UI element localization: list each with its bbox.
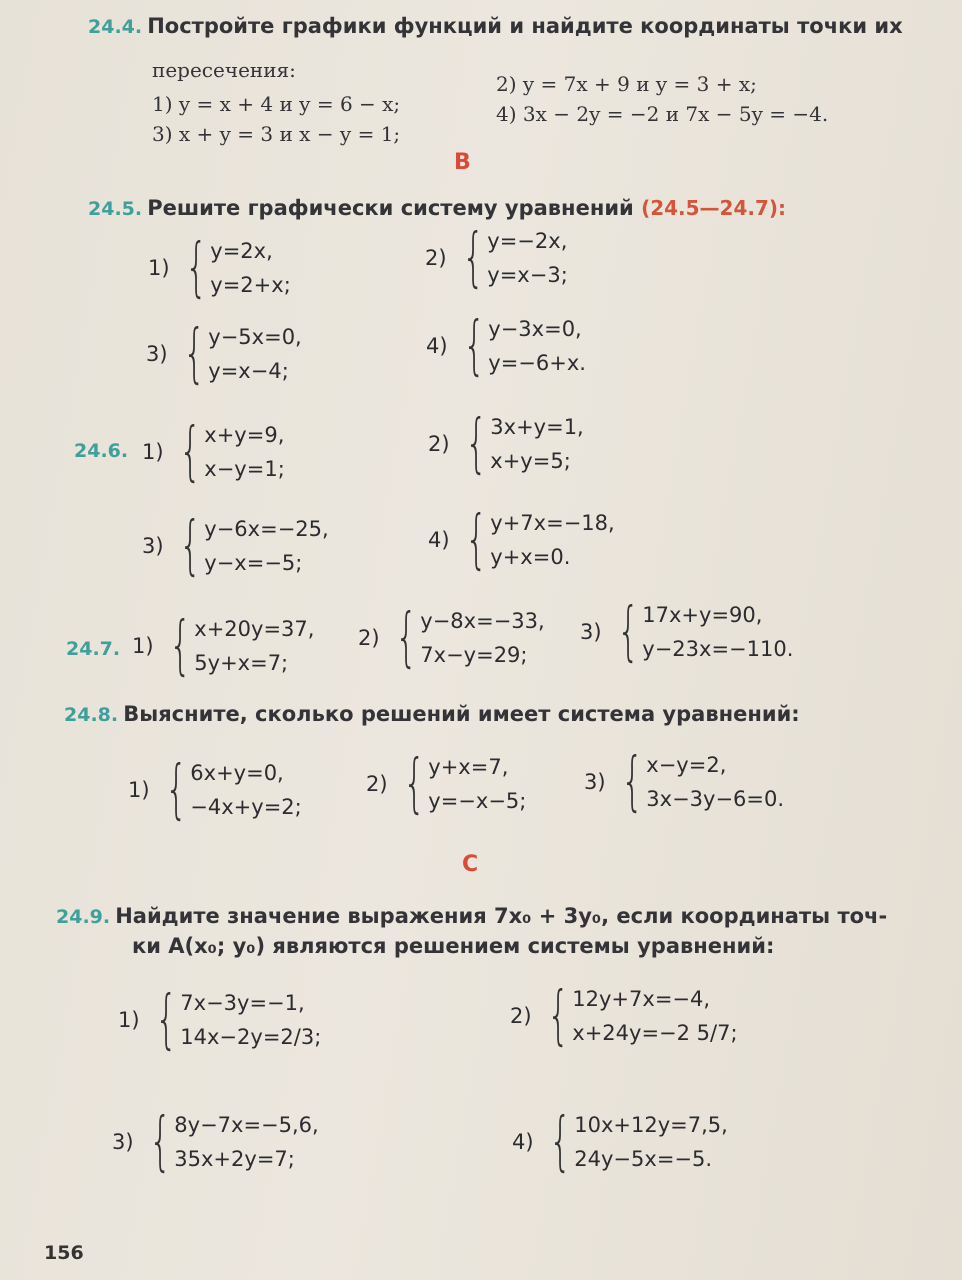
system-24-9-2 <box>510 979 738 1053</box>
equation: x+y=9, <box>204 423 285 447</box>
brace: { <box>184 231 208 305</box>
equation: y=x−4; <box>208 359 289 383</box>
system-24-7-2 <box>358 601 545 675</box>
system-label: 1) <box>132 634 154 658</box>
system-label: 1) <box>142 440 164 464</box>
system-label: 3) <box>580 620 602 644</box>
task-text: Найдите значение выражения 7x₀ + 3y₀, если координаты точ- <box>115 904 888 928</box>
level-b-heading: B <box>454 150 471 175</box>
brace: { <box>394 601 418 675</box>
equation: x+20y=37, <box>194 617 315 641</box>
system-24-5-3 <box>146 317 302 391</box>
item-2: 2) y = 7x + 9 и y = 3 + x; <box>496 72 757 96</box>
equation: y−6x=−25, <box>204 517 329 541</box>
equation: y+7x=−18, <box>490 511 615 535</box>
equation: 14x−2y=2/3; <box>180 1025 322 1049</box>
equation: 5y+x=7; <box>194 651 289 675</box>
system-24-6-3 <box>142 509 329 583</box>
equation: y−23x=−110. <box>642 637 794 661</box>
equation: 17x+y=90, <box>642 603 763 627</box>
task-24-9-header <box>56 904 887 928</box>
brace: { <box>148 1105 172 1179</box>
task-number: 24.5. <box>88 198 143 220</box>
equation: y=−6+x. <box>488 351 586 375</box>
system-label: 2) <box>510 1004 532 1028</box>
equation: y=2x, <box>210 239 273 263</box>
equation: x−y=2, <box>646 753 727 777</box>
system-label: 4) <box>512 1130 534 1154</box>
equation: y+x=0. <box>490 545 571 569</box>
system-label: 2) <box>425 246 447 270</box>
equation: y−5x=0, <box>208 325 302 349</box>
brace: { <box>178 415 202 489</box>
brace: { <box>464 407 488 481</box>
task-range: (24.5—24.7): <box>641 196 787 220</box>
system-24-6-4 <box>428 503 615 577</box>
task-24-5-header <box>88 196 786 220</box>
system-label: 3) <box>584 770 606 794</box>
equation: 12y+7x=−4, <box>572 987 711 1011</box>
system-24-6-2 <box>428 407 584 481</box>
equation: y−3x=0, <box>488 317 582 341</box>
task-text: Выясните, сколько решений имеет система уравнений: <box>123 702 800 726</box>
system-label: 1) <box>128 778 150 802</box>
task-number: 24.9. <box>56 906 111 928</box>
system-label: 2) <box>358 626 380 650</box>
system-24-8-2 <box>366 747 527 821</box>
brace: { <box>546 979 570 1053</box>
brace: { <box>616 595 640 669</box>
brace: { <box>178 509 202 583</box>
task-text-cont: ки A(x₀; y₀) являются решением системы уравнений: <box>132 934 775 958</box>
system-label: 3) <box>142 534 164 558</box>
task-text: Постройте графики функций и найдите координаты точки их <box>147 14 903 38</box>
equation: 10x+12y=7,5, <box>574 1113 728 1137</box>
system-24-5-4 <box>426 309 586 383</box>
system-24-7-3 <box>580 595 794 669</box>
equation: y=−2x, <box>487 229 568 253</box>
system-24-5-1 <box>148 231 291 305</box>
brace: { <box>168 609 192 683</box>
equation: y=x−3; <box>487 263 568 287</box>
equation: y=2+x; <box>210 273 291 297</box>
system-24-6-1 <box>142 415 285 489</box>
system-label: 2) <box>428 432 450 456</box>
brace: { <box>154 983 178 1057</box>
task-number: 24.8. <box>64 704 119 726</box>
equation: 7x−y=29; <box>420 643 528 667</box>
equation: −4x+y=2; <box>190 795 302 819</box>
equation: 3x−3y−6=0. <box>646 787 785 811</box>
page-number: 156 <box>44 1242 84 1264</box>
system-24-8-3 <box>584 745 785 819</box>
level-c-heading: C <box>462 852 479 877</box>
task-24-8-header <box>64 702 800 726</box>
system-label: 3) <box>112 1130 134 1154</box>
brace: { <box>164 753 188 827</box>
system-24-5-2 <box>425 221 568 295</box>
brace: { <box>620 745 644 819</box>
equation: 7x−3y=−1, <box>180 991 305 1015</box>
brace: { <box>464 503 488 577</box>
brace: { <box>461 221 485 295</box>
system-label: 1) <box>148 256 170 280</box>
equation: y+x=7, <box>428 755 509 779</box>
equation: x+24y=−2 5/7; <box>572 1021 738 1045</box>
task-24-7-number: 24.7. <box>66 638 121 660</box>
item-4: 4) 3x − 2y = −2 и 7x − 5y = −4. <box>496 102 829 126</box>
brace: { <box>548 1105 572 1179</box>
brace: { <box>462 309 486 383</box>
equation: x−y=1; <box>204 457 285 481</box>
task-number: 24.4. <box>88 16 143 38</box>
system-24-8-1 <box>128 753 302 827</box>
system-label: 1) <box>118 1008 140 1032</box>
system-label: 2) <box>366 772 388 796</box>
task-24-4-header <box>88 14 903 38</box>
equation: 3x+y=1, <box>490 415 584 439</box>
equation: y−x=−5; <box>204 551 303 575</box>
equation: x+y=5; <box>490 449 571 473</box>
item-3: 3) x + y = 3 и x − y = 1; <box>152 122 401 146</box>
equation: y−8x=−33, <box>420 609 545 633</box>
equation: 6x+y=0, <box>190 761 284 785</box>
task-24-6-number: 24.6. <box>74 440 129 462</box>
task-text: Решите графически систему уравнений <box>147 196 642 220</box>
system-label: 4) <box>428 528 450 552</box>
equation: 8y−7x=−5,6, <box>174 1113 319 1137</box>
item-1: 1) y = x + 4 и y = 6 − x; <box>152 92 401 116</box>
system-24-9-4 <box>512 1105 728 1179</box>
system-24-9-1 <box>118 983 322 1057</box>
brace: { <box>182 317 206 391</box>
equation: 35x+2y=7; <box>174 1147 295 1171</box>
task-text-cont: пересечения: <box>152 58 296 82</box>
system-24-7-1 <box>132 609 315 683</box>
equation: 24y−5x=−5. <box>574 1147 713 1171</box>
system-label: 4) <box>426 334 448 358</box>
system-24-9-3 <box>112 1105 319 1179</box>
equation: y=−x−5; <box>428 789 527 813</box>
system-label: 3) <box>146 342 168 366</box>
brace: { <box>402 747 426 821</box>
